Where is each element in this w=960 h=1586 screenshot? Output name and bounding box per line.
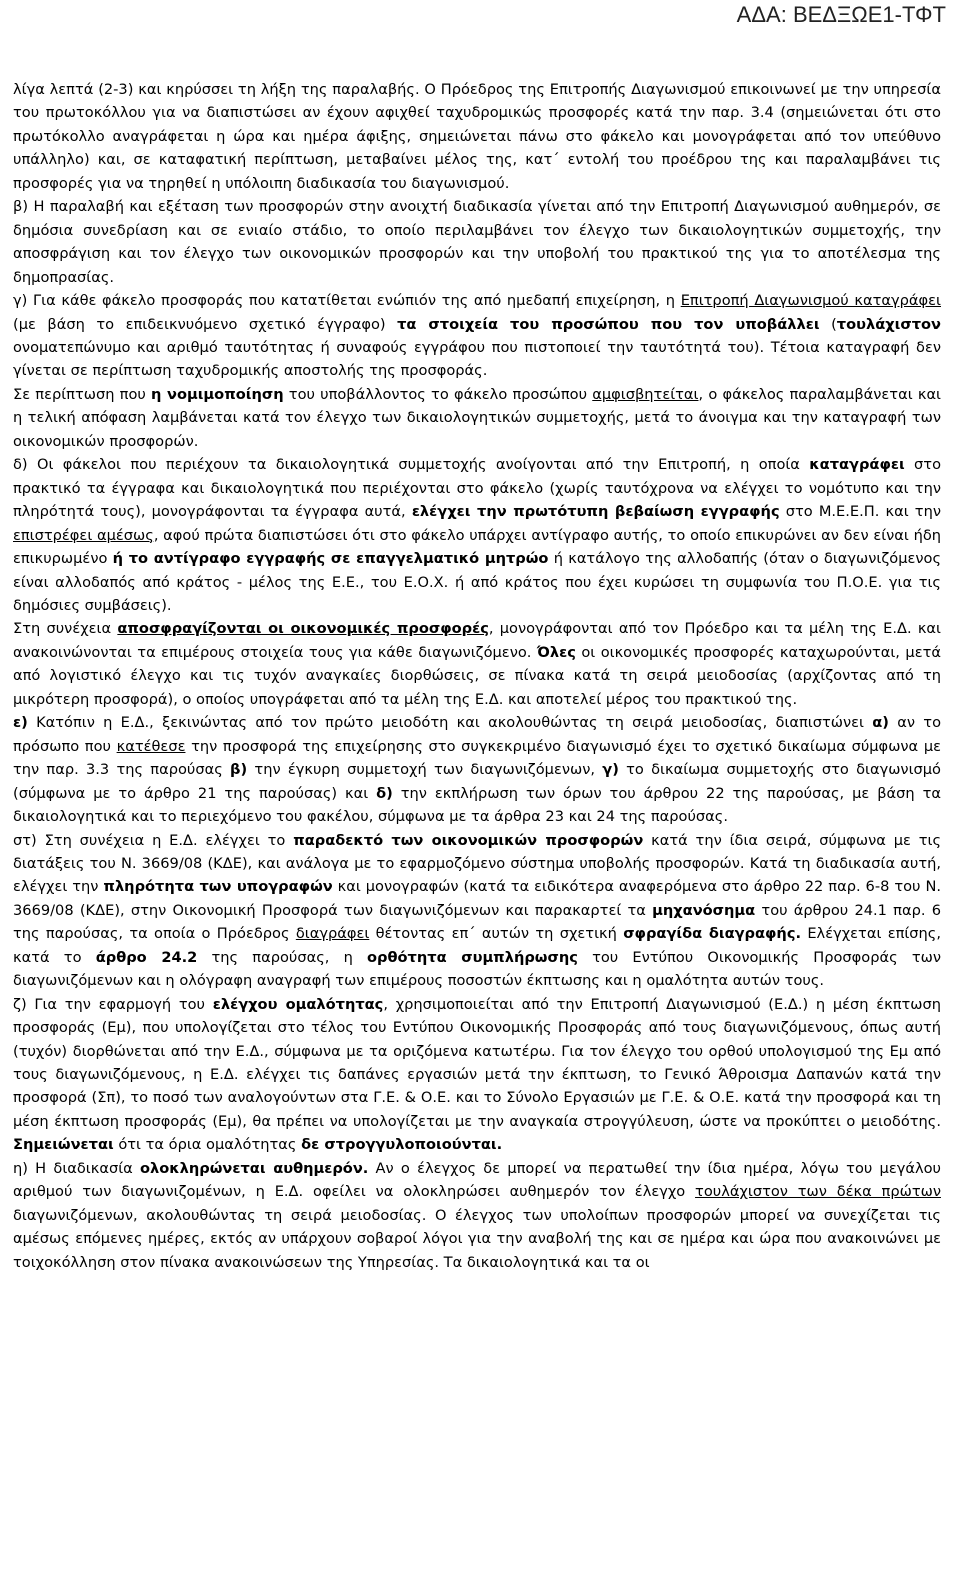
document-ada-header: ΑΔΑ: ΒΕΔΞΩΕ1-ΤΦΤ — [736, 2, 946, 27]
text-run: η) Η διαδικασία — [13, 1159, 141, 1177]
text-run: την έγκυρη συμμετοχή των διαγωνιζόμενων, — [247, 761, 603, 779]
text-run: κατά την ίδια σειρά, σύμφωνα με τις διατάξεις του Ν. 3669/08 (ΚΔΕ), και ανάλογα με το εφαρμοζόμενο σύστημα υποβολής προσφορών. Κατά τη διαδικασία αυτή, ελέγχει την — [13, 831, 942, 896]
text-run: (με βάση το επιδεικνυόμενο σχετικό έγγραφο) — [13, 315, 398, 333]
emphasis-text: σφραγίδα διαγραφής. — [623, 925, 802, 943]
emphasis-text: δ) — [376, 784, 393, 802]
text-run: στ) Στη συνέχεια η Ε.Δ. ελέγχει το — [13, 831, 294, 849]
emphasis-text: ορθότητα συμπλήρωσης — [367, 948, 578, 966]
emphasis-text: επιστρέφει αμέσως — [13, 526, 154, 544]
text-run: , αφού πρώτα διαπιστώσει ότι στο φάκελο υπάρχει αντίγραφο αυτής, το οποίο επικυρώνει αν δεν είναι ήδη επικυρωμένο — [13, 526, 941, 568]
emphasis-text: η νομιμοποίηση — [151, 385, 284, 403]
text-run: στο πρακτικό τα έγγραφα και δικαιολογητικά που περιέχονται στο φάκελο (χωρίς ταυτόχρονα να ελέγχει το νομότυπο και την πληρότητά τους), μονογράφονται τα έγγραφα αυτά, — [13, 456, 941, 521]
emphasis-text: Σημειώνεται — [13, 1136, 114, 1154]
text-run: οι οικονομικές προσφορές καταχωρούνται, μετά από λογιστικό έλεγχο και τις τυχόν αναγκαίες διορθώσεις, σε πίνακα κατά τη σειρά μειοδοσίας (αρχίζοντας από τη μικρότερη προσφορά), ο οποίος υπογράφεται από τα μέλη της Ε.Δ. και αποτελεί μέρος του πρακτικού της. — [13, 643, 941, 708]
emphasis-text: ελέγχει την πρωτότυπη βεβαίωση εγγραφής — [411, 503, 780, 521]
text-run: την εκπλήρωση των όρων του άρθρου 22 της παρούσας, με βάση τα δικαιολογητικά και το περιεχόμενο του φακέλου, σύμφωνα με τα άρθρα 23 και 24 της παρούσας. — [13, 784, 941, 826]
text-run: δ) Οι φάκελοι που περιέχουν τα δικαιολογητικά συμμετοχής ανοίγονται από την Επιτροπή, η οποία — [13, 456, 810, 474]
emphasis-text: τουλάχιστον — [836, 315, 941, 333]
document-body — [13, 78, 941, 1274]
paragraph — [13, 993, 941, 1157]
text-run: γ) Για κάθε φάκελο προσφοράς που κατατίθεται ενώπιόν της από ημεδαπή επιχείρηση, η — [13, 292, 681, 310]
text-run: της παρούσας, η — [197, 948, 368, 966]
text-run: ή κατάλογο της αλλοδαπής (όταν ο διαγωνιζόμενος είναι αλλοδαπός από κράτος - μέλος της Ε.Ε., του Ε.Ο.Χ. ή από κράτος που έχει κυρώσει τη συμφωνία του Π.Ο.Ε. για τις δημόσιες συμβάσεις). — [13, 550, 942, 614]
emphasis-text: ή το αντίγραφο εγγραφής σε επαγγελματικό μητρώο — [112, 550, 549, 568]
text-run: του υποβάλλοντος το φάκελο προσώπου — [283, 385, 593, 403]
paragraph — [13, 617, 941, 711]
text-run: Σε περίπτωση που — [13, 385, 152, 403]
emphasis-text: τουλάχιστον των δέκα πρώτων — [695, 1183, 941, 1201]
text-run: , ο φάκελος παραλαμβάνεται και η τελική απόφαση λαμβάνεται κατά τον έλεγχο των δικαιολογητικών συμμετοχής, μετά το άνοιγμα και την καταγραφή των οικονομικών προσφορών. — [13, 385, 941, 450]
text-run: λίγα λεπτά (2-3) και κηρύσσει τη λήξη της παραλαβής. Ο Πρόεδρος της Επιτροπής Διαγωνισμού επικοινωνεί με την υπηρεσία του πρωτοκόλλου για να διαπιστώσει αν έχουν αφιχθεί ταχυδρομικώς προσφορές κατά την παρ. 3.4 (σημειώνεται ότι στο πρωτόκολλο αναγράφεται η ώρα και ημέρα άφιξης, σημειώνεται πάνω στο φάκελο και μονογράφεται από τον υπεύθυνο υπάλληλο) και, σε καταφατική περίπτωση, μεταβαίνει μέλος της, κατ΄ εντολή του προέδρου της και παραλαμβάνει τις προσφορές για να τηρηθεί η υπόλοιπη διαδικασία του διαγωνισμού. — [13, 81, 941, 192]
text-run: ( — [819, 315, 837, 333]
emphasis-text: μηχανόσημα — [652, 901, 756, 919]
emphasis-text: πληρότητα των υπογραφών — [103, 878, 333, 896]
emphasis-text: διαγράφει — [295, 925, 370, 943]
text-run: και μονογραφών (κατά τα ειδικότερα αναφερόμενα στο άρθρο 22 παρ. 6-8 του Ν. 3669/08 (ΚΔΕ), στην Οικονομική Προσφορά των διαγωνιζόμενων και παρακαρτεί τα — [13, 878, 941, 919]
text-run: το δικαίωμα συμμετοχής στο διαγωνισμό (σύμφωνα με το άρθρο 21 της παρούσας) και — [13, 761, 941, 802]
emphasis-text: ε) — [13, 714, 28, 732]
text-run: την προσφορά της επιχείρησης στο συγκεκριμένο διαγωνισμό έχει το σχετικό δικαίωμα σύμφωνα με την παρ. 3.3 της παρούσας — [13, 737, 941, 779]
emphasis-text: ολοκληρώνεται αυθημερόν. — [140, 1159, 369, 1177]
emphasis-text: Όλες — [536, 643, 576, 661]
text-run: θέτοντας επ΄ αυτών τη σχετική — [369, 925, 624, 943]
paragraph — [13, 289, 941, 383]
emphasis-text: τα στοιχεία του προσώπου που τον υποβάλλει — [397, 315, 820, 333]
text-run: διαγωνιζόμενων, ακολουθώντας τη σειρά μειοδοσίας. Ο έλεγχος των υπολοίπων προσφορών μπορεί να συνεχίζεται τις αμέσως επόμενες ημέρες, εκτός αν υπάρχουν σοβαροί λόγοι για την αναβολή της και σε ημέρα και ώρα που ανακοινώνει με τοιχοκόλληση στον πίνακα ανακοινώσεων της Υπηρεσίας. Τα δικαιολογητικά και τα οι — [13, 1206, 941, 1271]
text-run: του άρθρου 24.1 παρ. 6 της παρούσας, τα οποία ο Πρόεδρος — [13, 901, 941, 943]
emphasis-text: α) — [872, 714, 889, 732]
emphasis-text: καταγράφει — [809, 456, 905, 474]
emphasis-text: αποσφραγίζονται οι οικονομικές προσφορές — [117, 620, 489, 638]
emphasis-text: παραδεκτό των οικονομικών προσφορών — [293, 831, 644, 849]
emphasis-text: β) — [230, 761, 248, 779]
emphasis-text: Επιτροπή Διαγωνισμού καταγράφει — [680, 292, 941, 310]
text-run: Αν ο έλεγχος δε μπορεί να περατωθεί την ίδια ημέρα, λόγω του μεγάλου αριθμού των διαγωνιζομένων, η Ε.Δ. οφείλει να ολοκληρώσει αυθημερόν τον έλεγχο — [13, 1159, 942, 1201]
paragraph — [13, 829, 941, 993]
emphasis-text: αμφισβητείται — [592, 385, 699, 403]
text-run: Ελέγχεται επίσης, κατά το — [13, 925, 942, 966]
text-run: Στη συνέχεια — [13, 620, 118, 638]
paragraph — [13, 1157, 941, 1274]
emphasis-text: δε στρογγυλοποιούνται. — [301, 1136, 503, 1154]
text-run: ότι τα όρια ομαλότητας — [113, 1136, 302, 1154]
text-run: β) Η παραλαβή και εξέταση των προσφορών στην ανοιχτή διαδικασία γίνεται από την Επιτροπή Διαγωνισμού αυθημερόν, σε δημόσια συνεδρίαση και σε ενιαίο στάδιο, το οποίο περιλαμβάνει τον έλεγχο των δικαιολογητικών συμμετοχής, την αποσφράγιση και τον έλεγχο των οικονομικών προσφορών και την υποβολή του πρακτικού της για το αποτέλεσμα της δημοπρασίας. — [13, 198, 941, 286]
emphasis-text — [117, 620, 489, 637]
text-run: του Εντύπου Οικονομικής Προσφοράς των διαγωνιζόμενων και η ολόγραφη αναγραφή των επιμέρους ποσοστών έκπτωσης και η ομαλότητα αυτών τους. — [13, 948, 941, 990]
text-run: , χρησιμοποιείται από την Επιτροπή Διαγωνισμού (Ε.Δ.) η μέση έκπτωση προσφοράς (Εμ), που υπολογίζεται στο τέλος του Εντύπου Οικονομικής Προσφοράς από τους διαγωνιζόμενους, όπως αυτή (τυχόν) διορθώνεται από την Ε.Δ., σύμφωνα με τα οριζόμενα κατωτέρω. Για τον έλεγχο του ορθού υπολογισμού της Εμ από τους διαγωνιζόμενους, η Ε.Δ. ελέγχει τις δαπάνες εργασιών μετά την έκπτωση, το Γενικό Άθροισμα Δαπανών κατά την προσφορά (Σπ), το ποσό των αναλογούντων στα Γ.Ε. & Ο.Ε. και το Σύνολο Εργασιών με Γ.Ε. & Ο.Ε. κατά την προσφορά και τη μέση έκπτωση προσφοράς (Εμ), θα πρέπει να υπολογίζεται με την αναγκαία στρογγύλευση, ώστε να προκύπτει ο μειοδότης. — [13, 995, 941, 1130]
emphasis-text: γ) — [602, 761, 619, 779]
text-run: , μονογράφονται από τον Πρόεδρο και τα μέλη της Ε.Δ. και ανακοινώνονται τα επιμέρους στοιχεία τους για κάθε διαγωνιζόμενο. — [13, 620, 941, 661]
paragraph — [13, 453, 941, 617]
text-run: αν το πρόσωπο που — [13, 714, 942, 755]
emphasis-text: κατέθεσε — [116, 737, 186, 755]
text-run: Κατόπιν η Ε.Δ., ξεκινώντας από τον πρώτο μειοδότη και ακολουθώντας τη σειρά μειοδοσίας, διαπιστώνει — [27, 714, 873, 732]
paragraph — [13, 711, 941, 828]
text-run: ζ) Για την εφαρμογή του — [13, 995, 213, 1013]
text-run: στο Μ.Ε.Ε.Π. και την — [779, 503, 941, 521]
emphasis-text: ελέγχου ομαλότητας — [212, 995, 384, 1013]
emphasis-text: άρθρο 24.2 — [95, 948, 198, 966]
paragraph — [13, 195, 941, 289]
paragraph — [13, 78, 941, 195]
paragraph — [13, 383, 941, 453]
text-run: ονοματεπώνυμο και αριθμό ταυτότητας ή συναφούς εγγράφου που πιστοποιεί την ταυτότητά του). Τέτοια καταγραφή δεν γίνεται σε περίπτωση ταχυδρομικής αποστολής της προσφοράς. — [13, 338, 941, 380]
